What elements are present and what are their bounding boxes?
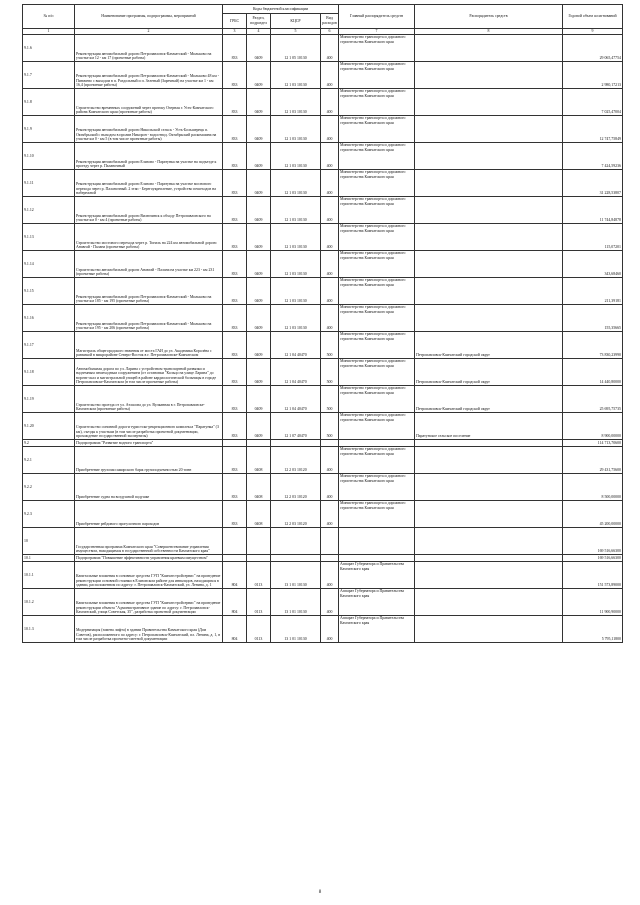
row-number: 9.2.2 [23, 474, 75, 501]
row-kvr [321, 440, 339, 447]
table-row [23, 528, 623, 555]
row-responsible [339, 555, 415, 562]
row-grbs: 804 [223, 616, 247, 643]
row-kcsr: 12 1 03 10130 [271, 251, 321, 278]
row-name: Реконструкция автомобильной дороги Петропавловск-Камчатский - Мильково на участке км 12 - км 17 (проектные работы) [75, 35, 223, 62]
row-rzpr: 0409 [247, 251, 271, 278]
table-row [23, 386, 623, 413]
row-rzpr: 0409 [247, 62, 271, 89]
row-name: Строительство проезда от ул. Атласова до ул. Вулканная в г. Петропавловске-Камчатском (проектные работы) [75, 386, 223, 413]
row-rzpr: 0113 [247, 562, 271, 589]
table-row [23, 305, 623, 332]
row-grbs: 833 [223, 332, 247, 359]
row-name: Строительство временных сооружений через протоку Озерная г. Усть-Камчатского района Камчатского края (проектные работы) [75, 89, 223, 116]
row-responsible: Министерство транспорта и дорожного строительства Камчатского края [339, 501, 415, 528]
row-number: 10.1 [23, 555, 75, 562]
row-number: 9.1.9 [23, 116, 75, 143]
row-recipient [415, 251, 563, 278]
row-number: 9.1.18 [23, 359, 75, 386]
column-number-cell: 5 [271, 29, 321, 35]
row-amount: 169 516,66300 [563, 555, 623, 562]
table-row [23, 116, 623, 143]
row-kcsr: 12 1 03 10130 [271, 89, 321, 116]
header-grbs: ГРБС [223, 14, 247, 29]
table-row [23, 447, 623, 474]
row-kvr: 400 [321, 35, 339, 62]
row-name: Подпрограмма "Повышение эффективности управления краевым имуществом" [75, 555, 223, 562]
row-grbs: 833 [223, 170, 247, 197]
column-number-cell: 9 [563, 29, 623, 35]
row-name: Капитальные вложения в основные средства ГУП "Камчатстройсервис" на проведение реконструкции объекта "Административное здание по адресу: г. Петропавловск-Камчатский, улица Советская, 35", разработка проектной документации [75, 589, 223, 616]
row-kcsr: 12 1 03 10130 [271, 305, 321, 332]
row-responsible: Министерство транспорта и дорожного строительства Камчатского края [339, 278, 415, 305]
row-name: Государственная программа Камчатского края "Совершенствование управления имуществом, находящимся в государственной собственности Камчатского края" [75, 528, 223, 555]
row-recipient: Петропавловск-Камчатский городской округ [415, 332, 563, 359]
row-rzpr [247, 528, 271, 555]
row-number: 9.1.11 [23, 170, 75, 197]
row-grbs: 833 [223, 305, 247, 332]
row-kvr: 400 [321, 616, 339, 643]
row-recipient [415, 501, 563, 528]
row-number: 10.1.1 [23, 562, 75, 589]
row-rzpr: 0409 [247, 413, 271, 440]
row-number: 9.2.3 [23, 501, 75, 528]
row-number: 9.1.6 [23, 35, 75, 62]
row-kvr: 400 [321, 224, 339, 251]
row-name: Реконструкция автомобильной дороги Никольской сельск - Усть-Большерецк п. Октябрьский с выходом в пролив Никорон - водоотвод. Октябрьский раскомшина на участке км 0 - км 5 (в том числе проектные работы) [75, 116, 223, 143]
row-kcsr: 12 1 04 40470 [271, 386, 321, 413]
row-responsible: Министерство транспорта и дорожного строительства Камчатского края [339, 474, 415, 501]
row-name: Капитальные вложения в основные средства ГУП "Камчатстройсервис" на проведение реконструкции основной стоянки в Елизовском районе для инвалидов, находящихся в здании, расположенном по адресу: г. Петропавловск-Камчатский, ул. Ленина, д. 1 [75, 562, 223, 589]
row-recipient [415, 143, 563, 170]
row-number: 9.1.13 [23, 224, 75, 251]
row-name: Строительство мостового перехода через р. Тигиль на 224 км автомобильной дороги Анавгай - Палана (проектные работы) [75, 224, 223, 251]
row-grbs: 833 [223, 143, 247, 170]
row-amount: 45 200,00000 [563, 501, 623, 528]
row-recipient: Паратунское сельское поселение [415, 413, 563, 440]
row-kvr: 400 [321, 170, 339, 197]
row-kcsr: 12 1 03 10130 [271, 278, 321, 305]
row-responsible: Министерство транспорта и дорожного строительства Камчатского края [339, 447, 415, 474]
row-amount: 169 516,66300 [563, 528, 623, 555]
column-number-cell: 8 [415, 29, 563, 35]
row-grbs [223, 528, 247, 555]
row-number: 9.1.14 [23, 251, 75, 278]
row-rzpr: 0409 [247, 224, 271, 251]
row-recipient: Петропавловск-Камчатский городской округ [415, 359, 563, 386]
row-rzpr: 0408 [247, 447, 271, 474]
row-recipient [415, 562, 563, 589]
row-grbs: 833 [223, 89, 247, 116]
row-grbs: 833 [223, 386, 247, 413]
row-kcsr: 12 2 03 10120 [271, 501, 321, 528]
table-row [23, 62, 623, 89]
row-rzpr: 0409 [247, 170, 271, 197]
row-kvr: 400 [321, 143, 339, 170]
row-amount: 211,39181 [563, 278, 623, 305]
row-recipient [415, 278, 563, 305]
row-kcsr: 13 1 01 10130 [271, 616, 321, 643]
column-number-cell: 1 [23, 29, 75, 35]
row-responsible: Министерство транспорта и дорожного строительства Камчатского края [339, 116, 415, 143]
row-grbs: 804 [223, 562, 247, 589]
table-row [23, 562, 623, 589]
row-name: Магистраль общегородского значения от моста ГАИ до ул. Академика Королёва с развязкой в микрорайоне Северо-Восток в г. Петропавловске-Камчатском [75, 332, 223, 359]
row-recipient [415, 170, 563, 197]
row-kvr: 400 [321, 589, 339, 616]
row-amount: 12 747,75849 [563, 116, 623, 143]
row-number: 9.2.1 [23, 447, 75, 474]
row-recipient [415, 440, 563, 447]
table-row [23, 89, 623, 116]
header-responsible: Главный распорядитель средств [339, 5, 415, 29]
table-row [23, 474, 623, 501]
row-rzpr [247, 555, 271, 562]
row-rzpr: 0409 [247, 89, 271, 116]
row-name: Реконструкция автомобильной дороги Петропавловск-Камчатский - Мильково 48 км - Пиначево с выходом в п. Раздольный и п. Зеленый (Заречный) на участке км 1 - км 16,4 (проектные работы) [75, 62, 223, 89]
row-amount: 7 424,59236 [563, 143, 623, 170]
row-amount: 114 713,70600 [563, 440, 623, 447]
table-row [23, 278, 623, 305]
row-rzpr: 0409 [247, 305, 271, 332]
row-responsible: Министерство транспорта и дорожного строительства Камчатского края [339, 197, 415, 224]
row-number: 10.1.3 [23, 616, 75, 643]
row-name: Подпрограмма "Развитие водного транспорта" [75, 440, 223, 447]
row-responsible: Аппарат Губернатора и Правительства Камчатского края [339, 589, 415, 616]
row-responsible: Министерство транспорта и дорожного строительства Камчатского края [339, 332, 415, 359]
row-number: 9.1.15 [23, 278, 75, 305]
row-grbs: 833 [223, 251, 247, 278]
row-kvr: 500 [321, 332, 339, 359]
row-grbs: 833 [223, 197, 247, 224]
row-number: 9.1.7 [23, 62, 75, 89]
row-kcsr: 12 1 03 10130 [271, 197, 321, 224]
table-row [23, 359, 623, 386]
row-amount: 14 440,80000 [563, 359, 623, 386]
row-responsible [339, 440, 415, 447]
row-number: 9.1.16 [23, 305, 75, 332]
row-kcsr: 12 1 03 10130 [271, 170, 321, 197]
row-amount: 11 744,84878 [563, 197, 623, 224]
row-rzpr: 0409 [247, 116, 271, 143]
row-kcsr [271, 528, 321, 555]
row-amount: 5 795,11800 [563, 616, 623, 643]
row-name: Приобретение грузопассажирского барж грузоподъемностью 20 тонн [75, 447, 223, 474]
column-number-cell: 4 [247, 29, 271, 35]
row-name: Строительство автомобильной дороги Анавгай - Палана на участке км 223 - км 231 (проектные работы) [75, 251, 223, 278]
row-responsible: Министерство транспорта и дорожного строительства Камчатского края [339, 305, 415, 332]
row-responsible: Министерство транспорта и дорожного строительства Камчатского края [339, 251, 415, 278]
row-amount: 73 830,23990 [563, 332, 623, 359]
row-recipient [415, 616, 563, 643]
row-grbs: 833 [223, 413, 247, 440]
row-name: Приобретение рейдового прогулочного пароходов [75, 501, 223, 528]
row-kvr: 400 [321, 278, 339, 305]
row-rzpr: 0408 [247, 501, 271, 528]
row-recipient [415, 35, 563, 62]
row-amount: 7 025,47004 [563, 89, 623, 116]
table-row [23, 589, 623, 616]
row-number: 9.1.17 [23, 332, 75, 359]
header-codes-group: Коды бюджетной классификации [223, 5, 339, 14]
table-row [23, 413, 623, 440]
row-name: Реконструкция автомобильной дороги Петропавловск-Камчатский - Мильково на участке км 185 - км 195 (проектные работы) [75, 278, 223, 305]
row-rzpr: 0408 [247, 474, 271, 501]
row-amount: 29 431,75600 [563, 447, 623, 474]
row-grbs: 833 [223, 35, 247, 62]
row-recipient [415, 528, 563, 555]
row-recipient [415, 474, 563, 501]
row-name: Реконструкция автомобильной дороги Петропавловск-Камчатский - Мильково на участке км 195 - км 206 (проектные работы) [75, 305, 223, 332]
row-responsible: Министерство транспорта и дорожного строительства Камчатского края [339, 62, 415, 89]
row-amount: 2 980,17213 [563, 62, 623, 89]
header-rzpr: Раздел, подраздел [247, 14, 271, 29]
row-recipient [415, 62, 563, 89]
row-grbs: 804 [223, 589, 247, 616]
row-name: Автомобильная дорога по ул. Ларина с устройством транспортной развязки и надземным пешеходным сооружением (от остановки "Кольцо на улице Ларина" до вороти-скал и магистральной улицей в районе кардиологической больницы в городе Петропавловске-Камчатском (в том числе проектные работы) [75, 359, 223, 386]
row-kvr: 400 [321, 116, 339, 143]
row-grbs: 833 [223, 278, 247, 305]
row-number: 9.2 [23, 440, 75, 447]
row-amount: 151 573,89000 [563, 562, 623, 589]
row-responsible: Аппарат Губернатора и Правительства Камчатского края [339, 562, 415, 589]
row-kcsr: 13 1 01 10130 [271, 589, 321, 616]
row-number: 9.1.20 [23, 413, 75, 440]
row-kvr: 400 [321, 501, 339, 528]
row-recipient [415, 447, 563, 474]
row-number: 9.1.10 [23, 143, 75, 170]
row-kvr: 400 [321, 251, 339, 278]
row-responsible: Министерство транспорта и дорожного строительства Камчатского края [339, 224, 415, 251]
row-name: Приобретение судна на воздушной подушке [75, 474, 223, 501]
table-row [23, 170, 623, 197]
row-kvr: 400 [321, 474, 339, 501]
header-amount: Годовой объем ассигнований [563, 5, 623, 29]
row-amount: 8 900,00000 [563, 413, 623, 440]
row-rzpr: 0409 [247, 332, 271, 359]
page-number: 8 [318, 890, 322, 895]
row-responsible: Министерство транспорта и дорожного строительства Камчатского края [339, 359, 415, 386]
row-rzpr [247, 440, 271, 447]
row-kcsr: 12 1 03 10130 [271, 116, 321, 143]
row-name: Реконструкция автомобильной дороги Вилючинск к обходу Петропавловского на участке км 0 - км 4 (проектные работы) [75, 197, 223, 224]
row-number: 9.1.12 [23, 197, 75, 224]
row-amount: 8 500,00000 [563, 474, 623, 501]
row-responsible [339, 528, 415, 555]
table-row [23, 332, 623, 359]
row-rzpr: 0113 [247, 616, 271, 643]
header-kcsr: КЦСР [271, 14, 321, 29]
row-responsible: Министерство транспорта и дорожного строительства Камчатского края [339, 386, 415, 413]
row-recipient [415, 589, 563, 616]
row-name: Модернизация (замена лифта) в здании Правительства Камчатского края (Дом Советов), расположенного по адресу: г. Петропавловск-Камчатский, пл. Ленина, д. 1, в том числе разработка проектно-сметной документации [75, 616, 223, 643]
row-kvr: 400 [321, 447, 339, 474]
row-kvr: 400 [321, 305, 339, 332]
row-number: 10.1.2 [23, 589, 75, 616]
row-rzpr: 0409 [247, 197, 271, 224]
budget-table [22, 4, 623, 643]
row-grbs: 833 [223, 474, 247, 501]
column-number-cell: 7 [339, 29, 415, 35]
row-kvr [321, 528, 339, 555]
row-grbs [223, 555, 247, 562]
budget-table-page [22, 4, 622, 643]
header-num: № п/п [23, 5, 75, 29]
row-kcsr: 13 1 01 10130 [271, 562, 321, 589]
row-recipient [415, 116, 563, 143]
row-kcsr: 12 2 03 10120 [271, 474, 321, 501]
row-kvr: 500 [321, 359, 339, 386]
table-row [23, 197, 623, 224]
row-amount: 11 900,90000 [563, 589, 623, 616]
row-responsible: Министерство транспорта и дорожного строительства Камчатского края [339, 170, 415, 197]
row-number: 10 [23, 528, 75, 555]
row-kcsr: 12 1 03 10130 [271, 62, 321, 89]
row-amount: 25 695,75735 [563, 386, 623, 413]
row-recipient [415, 555, 563, 562]
row-name: Реконструкция автомобильной дороги Елизово - Паратунка на участке на подъезде к проезду через р. Паланочный [75, 143, 223, 170]
row-kvr: 500 [321, 413, 339, 440]
row-grbs: 833 [223, 224, 247, 251]
row-amount: 31 228,53807 [563, 170, 623, 197]
table-row [23, 251, 623, 278]
row-kcsr: 12 1 03 10130 [271, 224, 321, 251]
row-responsible: Министерство транспорта и дорожного строительства Камчатского края [339, 35, 415, 62]
table-row [23, 501, 623, 528]
row-kcsr: 12 1 07 40470 [271, 413, 321, 440]
header-recipient: Распорядитель средств [415, 5, 563, 29]
row-amount: 115,07201 [563, 224, 623, 251]
row-kcsr: 12 2 03 10120 [271, 447, 321, 474]
subprogram-row [23, 440, 623, 447]
row-recipient [415, 224, 563, 251]
row-kvr: 500 [321, 386, 339, 413]
table-row [23, 35, 623, 62]
row-kvr: 400 [321, 62, 339, 89]
row-rzpr: 0113 [247, 589, 271, 616]
row-kcsr: 12 1 03 10130 [271, 143, 321, 170]
row-number: 9.1.19 [23, 386, 75, 413]
row-kcsr: 12 1 04 40470 [271, 359, 321, 386]
row-amount: 155,35665 [563, 305, 623, 332]
row-responsible: Министерство транспорта и дорожного строительства Камчатского края [339, 89, 415, 116]
row-responsible: Министерство транспорта и дорожного строительства Камчатского края [339, 413, 415, 440]
column-number-cell: 2 [75, 29, 223, 35]
row-kvr: 400 [321, 562, 339, 589]
row-rzpr: 0409 [247, 35, 271, 62]
row-name: Реконструкция автомобильной дороги Елизово - Паратунка на участке моснового перехода через р. Паланочный. 2 этап - Берегоукрепление, устройство пешеходов на набережной [75, 170, 223, 197]
row-number: 9.1.8 [23, 89, 75, 116]
budget-rows [23, 35, 623, 643]
header-name: Наименование программы, подпрограммы, мероприятий [75, 5, 223, 29]
row-rzpr: 0409 [247, 143, 271, 170]
row-grbs: 833 [223, 359, 247, 386]
header-kvr: Вид расходов [321, 14, 339, 29]
row-name: Строительство основной дороги туристско-рекреационного комплекса "Паратунка" (3 км), съезды к участкам (в том числе разработка проектной документации, прохождение государственной экспертизы) [75, 413, 223, 440]
row-rzpr: 0409 [247, 386, 271, 413]
row-recipient [415, 305, 563, 332]
row-amount: 343,68460 [563, 251, 623, 278]
row-kcsr: 12 1 04 40470 [271, 332, 321, 359]
table-row [23, 616, 623, 643]
table-row [23, 224, 623, 251]
row-kvr: 400 [321, 197, 339, 224]
row-grbs [223, 440, 247, 447]
row-responsible: Министерство транспорта и дорожного строительства Камчатского края [339, 143, 415, 170]
row-kvr [321, 555, 339, 562]
row-grbs: 833 [223, 116, 247, 143]
row-rzpr: 0409 [247, 278, 271, 305]
row-kcsr: 12 1 05 10130 [271, 35, 321, 62]
row-recipient [415, 197, 563, 224]
column-number-cell: 6 [321, 29, 339, 35]
row-kvr: 400 [321, 89, 339, 116]
subprogram-row [23, 555, 623, 562]
row-amount: 29 065,47754 [563, 35, 623, 62]
row-grbs: 833 [223, 62, 247, 89]
row-responsible: Аппарат Губернатора и Правительства Камчатского края [339, 616, 415, 643]
row-recipient: Петропавловск-Камчатский городской округ [415, 386, 563, 413]
row-recipient [415, 89, 563, 116]
row-kcsr [271, 440, 321, 447]
row-kcsr [271, 555, 321, 562]
row-grbs: 833 [223, 501, 247, 528]
row-grbs: 833 [223, 447, 247, 474]
table-row [23, 143, 623, 170]
column-number-cell: 3 [223, 29, 247, 35]
row-rzpr: 0409 [247, 359, 271, 386]
